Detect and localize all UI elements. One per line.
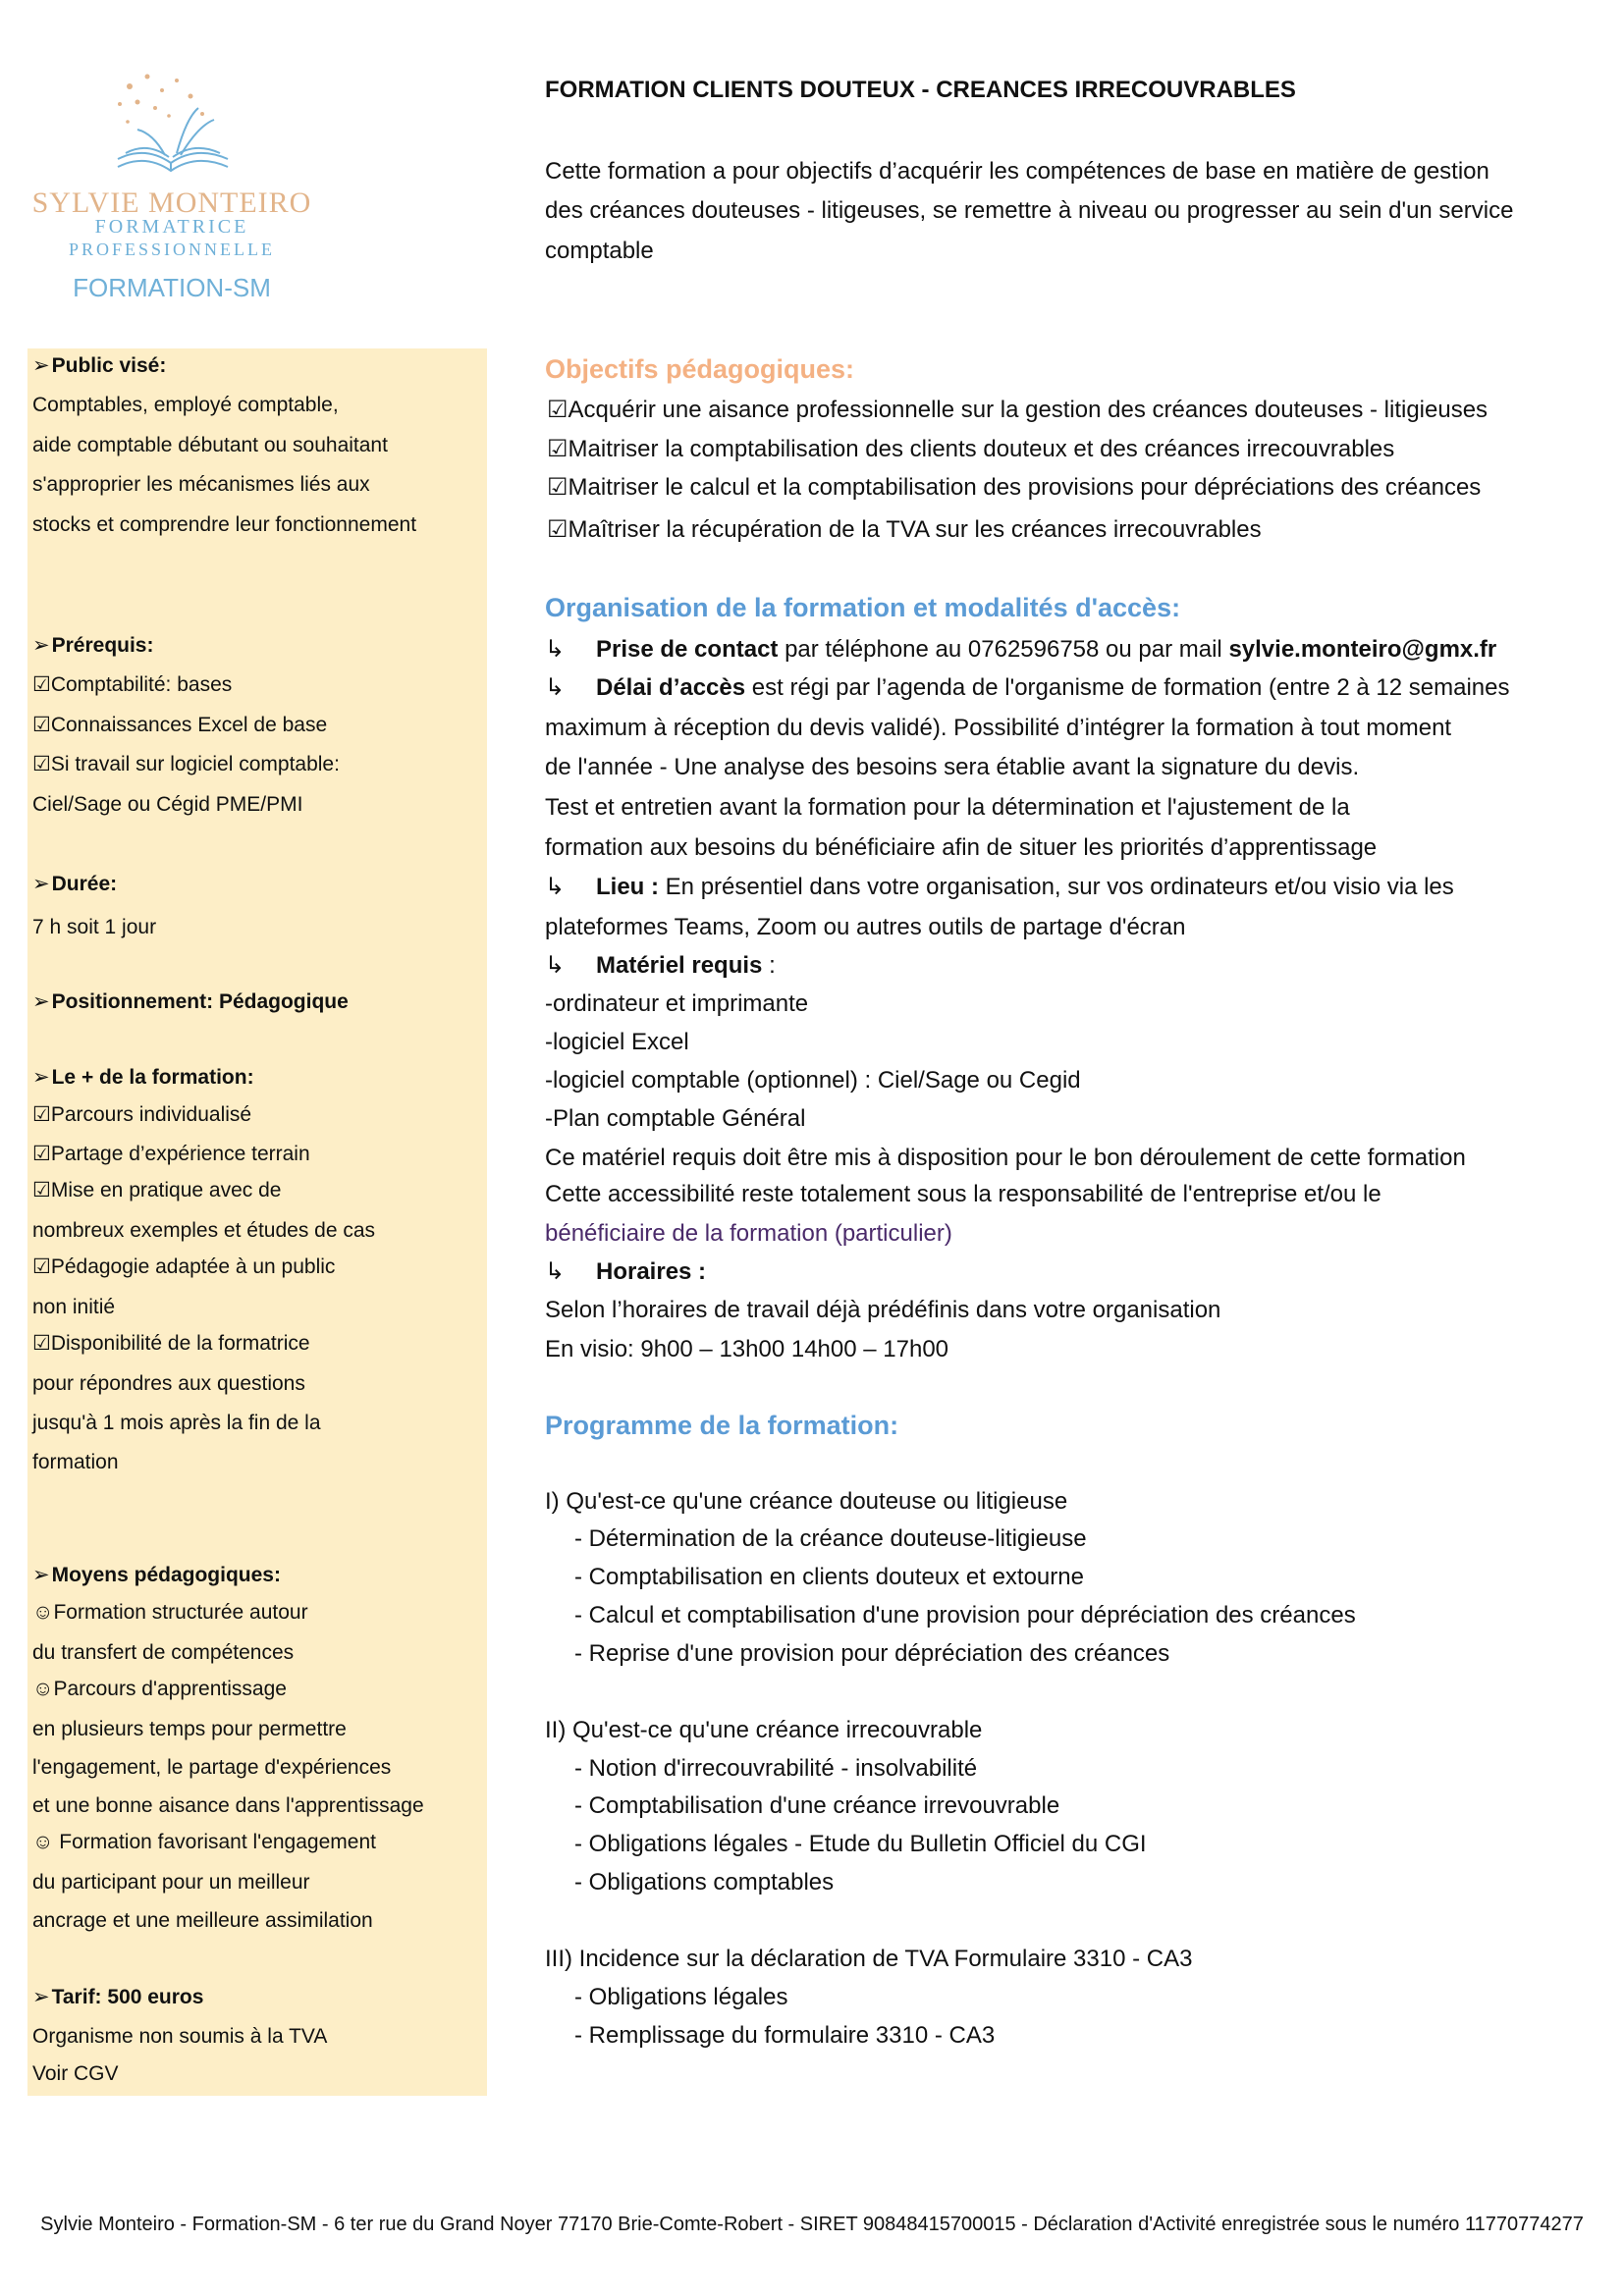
- plus-line: formation: [32, 1451, 119, 1473]
- materiel-item: -logiciel Excel: [545, 1029, 689, 1055]
- programme-title: Programme de la formation:: [545, 1411, 899, 1440]
- plus-title: ➢Le + de la formation:: [32, 1066, 254, 1089]
- arrow-icon: ➢: [32, 354, 50, 377]
- moyens-title: ➢Moyens pédagogiques:: [32, 1564, 281, 1586]
- logo-name: SYLVIE MONTEIRO: [31, 187, 312, 219]
- programme-item: - Notion d'irrecouvrabilité - insolvabilité: [574, 1755, 978, 1782]
- plus-line: non initié: [32, 1296, 116, 1318]
- materiel-item: Cette accessibilité reste totalement sous la responsabilité de l'entreprise et/ou le: [545, 1181, 1381, 1207]
- programme-item: - Reprise d'une provision pour dépréciation des créances: [574, 1640, 1170, 1667]
- horaires-text: Selon l’horaires de travail déjà prédéfinis dans votre organisation: [545, 1297, 1221, 1323]
- programme-item: - Obligations légales: [574, 1984, 788, 2010]
- moyens-line: l'engagement, le partage d'expériences: [32, 1756, 392, 1779]
- objectif-item: ☑Maitriser le calcul et la comptabilisation des provisions pour dépréciations des créances: [547, 474, 1482, 501]
- arrow-return-icon: ↳: [545, 874, 566, 900]
- contact-line: ↳ Prise de contact par téléphone au 0762596758 ou par mail sylvie.monteiro@gmx.fr: [545, 636, 1497, 663]
- materiel-item: -Plan comptable Général: [545, 1105, 806, 1132]
- arrow-icon: ➢: [32, 1066, 50, 1089]
- delai-text: formation aux besoins du bénéficiaire afin de situer les priorités d’apprentissage: [545, 834, 1378, 861]
- moyens-line: ancrage et une meilleure assimilation: [32, 1909, 373, 1932]
- programme-item: - Calcul et comptabilisation d'une provision pour dépréciation des créances: [574, 1602, 1356, 1629]
- materiel-item: bénéficiaire de la formation (particulier): [545, 1220, 952, 1247]
- arrow-icon: ➢: [32, 634, 50, 657]
- plus-line: ☑Pédagogie adaptée à un public: [32, 1255, 336, 1278]
- programme-item: - Obligations comptables: [574, 1869, 835, 1896]
- email-link[interactable]: sylvie.monteiro@gmx.fr: [1228, 636, 1497, 663]
- public-line: stocks et comprendre leur fonctionnement: [32, 513, 417, 536]
- lieu-text: plateformes Teams, Zoom ou autres outils de partage d'écran: [545, 914, 1186, 940]
- moyens-line: ☺ Formation favorisant l'engagement: [32, 1831, 376, 1853]
- delai-text: de l'année - Une analyse des besoins sera établie avant la signature du devis.: [545, 754, 1360, 780]
- footer: Sylvie Monteiro - Formation-SM - 6 ter rue du Grand Noyer 77170 Brie-Comte-Robert - SIRET 90848415700015 - Déclaration d'Activité enregistrée sous le numéro 11770774277: [40, 2214, 1584, 2235]
- arrow-return-icon: ↳: [545, 952, 566, 979]
- intro-line: comptable: [545, 238, 654, 264]
- plus-line: nombreux exemples et études de cas: [32, 1219, 376, 1242]
- programme-item: - Remplissage du formulaire 3310 - CA3: [574, 2022, 996, 2049]
- objectif-item: ☑Acquérir une aisance professionnelle sur la gestion des créances douteuses - litigieuses: [547, 397, 1489, 423]
- moyens-line: ☺Parcours d'apprentissage: [32, 1678, 287, 1700]
- moyens-line: ☺Formation structurée autour: [32, 1601, 308, 1624]
- objectif-item: ☑Maitriser la comptabilisation des clients douteux et des créances irrecouvrables: [547, 436, 1395, 462]
- moyens-line: du transfert de compétences: [32, 1641, 295, 1664]
- horaires-text: En visio: 9h00 – 13h00 14h00 – 17h00: [545, 1336, 949, 1362]
- plus-line: pour répondres aux questions: [32, 1372, 305, 1395]
- lieu-line: ↳ Lieu : En présentiel dans votre organisation, sur vos ordinateurs et/ou visio via les: [545, 874, 1454, 900]
- delai-text: maximum à réception du devis validé). Possibilité d’intégrer la formation à tout moment: [545, 715, 1452, 741]
- public-line: s'approprier les mécanismes liés aux: [32, 473, 370, 496]
- positionnement: ➢Positionnement: Pédagogique: [32, 990, 349, 1013]
- plus-line: ☑Mise en pratique avec de: [32, 1179, 282, 1201]
- intro-line: des créances douteuses - litigeuses, se remettre à niveau ou progresser au sein d'un service: [545, 197, 1514, 224]
- delai-line: ↳ Délai d’accès est régi par l’agenda de l'organisme de formation (entre 2 à 12 semaines: [545, 674, 1510, 701]
- programme-item: - Obligations légales - Etude du Bulletin Officiel du CGI: [574, 1831, 1147, 1857]
- tarif-title: ➢Tarif: 500 euros: [32, 1986, 204, 2008]
- logo-subtitle-2: PROFESSIONNELLE: [68, 240, 275, 259]
- tarif-line: Organisme non soumis à la TVA: [32, 2025, 328, 2048]
- moyens-line: et une bonne aisance dans l'apprentissage: [32, 1794, 424, 1817]
- programme-heading: III) Incidence sur la déclaration de TVA Formulaire 3310 - CA3: [545, 1946, 1193, 1972]
- prerequis-item: Ciel/Sage ou Cégid PME/PMI: [32, 793, 303, 816]
- arrow-icon: ➢: [32, 1986, 50, 2008]
- logo-brand: FORMATION-SM: [73, 273, 271, 302]
- delai-text: Test et entretien avant la formation pour la détermination et l'ajustement de la: [545, 794, 1350, 821]
- arrow-icon: ➢: [32, 990, 50, 1013]
- programme-heading: II) Qu'est-ce qu'une créance irrecouvrable: [545, 1717, 983, 1743]
- arrow-return-icon: ↳: [545, 1258, 566, 1285]
- prerequis-item: ☑Si travail sur logiciel comptable:: [32, 753, 340, 775]
- tarif-line: Voir CGV: [32, 2062, 119, 2085]
- materiel-item: -logiciel comptable (optionnel) : Ciel/Sage ou Cegid: [545, 1067, 1081, 1094]
- arrow-return-icon: ↳: [545, 636, 566, 663]
- materiel-line: ↳ Matériel requis :: [545, 952, 776, 979]
- plus-line: ☑Disponibilité de la formatrice: [32, 1332, 310, 1355]
- arrow-return-icon: ↳: [545, 674, 566, 701]
- page-title: FORMATION CLIENTS DOUTEUX - CREANCES IRRECOUVRABLES: [545, 77, 1296, 103]
- materiel-item: -ordinateur et imprimante: [545, 990, 809, 1017]
- objectif-item: ☑Maîtriser la récupération de la TVA sur les créances irrecouvrables: [547, 516, 1262, 543]
- arrow-icon: ➢: [32, 873, 50, 895]
- public-line: Comptables, employé comptable,: [32, 394, 339, 416]
- prerequis-item: ☑Connaissances Excel de base: [32, 714, 328, 736]
- logo: [29, 69, 314, 314]
- arrow-icon: ➢: [32, 1564, 50, 1586]
- logo-subtitle-1: FORMATRICE: [94, 216, 249, 238]
- organisation-title: Organisation de la formation et modalités d'accès:: [545, 593, 1181, 622]
- plus-line: jusqu'à 1 mois après la fin de la: [32, 1412, 321, 1434]
- plus-line: ☑Parcours individualisé: [32, 1103, 252, 1126]
- public-line: aide comptable débutant ou souhaitant: [32, 434, 388, 456]
- duree-value: 7 h soit 1 jour: [32, 916, 157, 938]
- open-book-stars-icon: [108, 69, 236, 182]
- plus-line: ☑Partage d’expérience terrain: [32, 1143, 310, 1165]
- horaires-line: ↳ Horaires :: [545, 1258, 707, 1285]
- public-title: ➢Public visé:: [32, 354, 167, 377]
- intro-line: Cette formation a pour objectifs d’acquérir les compétences de base en matière de gestion: [545, 158, 1489, 185]
- objectifs-title: Objectifs pédagogiques:: [545, 354, 855, 384]
- programme-heading: I) Qu'est-ce qu'une créance douteuse ou litigieuse: [545, 1488, 1068, 1515]
- moyens-line: du participant pour un meilleur: [32, 1871, 310, 1894]
- prerequis-item: ☑Comptabilité: bases: [32, 673, 233, 696]
- programme-item: - Comptabilisation d'une créance irrevouvrable: [574, 1792, 1060, 1819]
- duree-title: ➢Durée:: [32, 873, 118, 895]
- sidebar: [27, 348, 487, 2096]
- materiel-item: Ce matériel requis doit être mis à disposition pour le bon déroulement de cette formation: [545, 1145, 1466, 1171]
- moyens-line: en plusieurs temps pour permettre: [32, 1718, 347, 1740]
- prerequis-title: ➢Prérequis:: [32, 634, 154, 657]
- programme-item: - Détermination de la créance douteuse-litigieuse: [574, 1525, 1087, 1552]
- programme-item: - Comptabilisation en clients douteux et extourne: [574, 1564, 1084, 1590]
